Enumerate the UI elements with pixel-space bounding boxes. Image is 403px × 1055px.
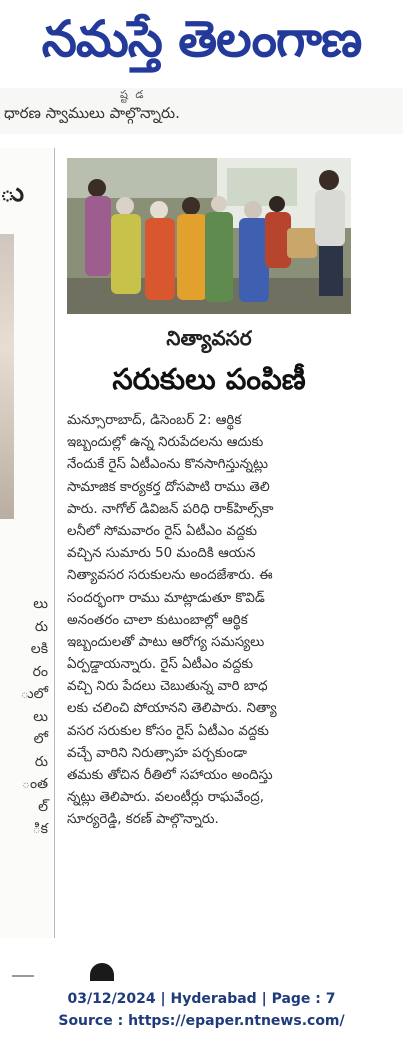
article-line: పారు. నాగోల్ డివిజన్ పరిధి రాక్‌హిల్స్‌కా [67,501,274,517]
article-line: అనంతరం చాలా కుటుంబాల్లో ఆర్థిక [67,612,248,628]
clipped-line: రు [34,618,48,635]
clipped-line: ల్ [38,798,48,815]
clipped-photo [0,234,14,519]
clipped-line: లకి [30,641,48,657]
clipped-text-lines [0,593,52,841]
article-line: ఏర్పడ్డాయన్నారు. రైస్ ఏటీఎం వద్దకు [67,657,254,673]
clipped-line: లో [33,731,48,747]
article-line: లకు చలించి పోయానని తెలిపారు. నిత్యా [67,701,277,717]
article-line: లనీలో సోమవారం రైస్ ఏటీఎం వద్దకు [67,523,257,539]
article-line: వచ్చే వారిని నిరుత్సాహ పర్చకుండా [67,745,247,761]
article-line: వసర సరుకుల కోసం రైస్ ఏటీఎం వద్దకు [67,723,269,739]
article-line: సూర్యరెడ్డి, కరణ్ పాల్గొన్నారు. [67,812,219,828]
article-line: న్నట్లు తెలిపారు. వలంటీర్లు రాఘవేంద్ర, [67,790,265,806]
clipped-rule [12,975,34,977]
article-line: నిత్యావసర సరుకులను అందజేశారు. ఈ [67,568,273,584]
clipped-line: ంత [21,776,48,792]
next-page-fragment [0,955,403,975]
news-photo [67,158,351,314]
article-line: మన్సూరాబాద్, డిసెంబర్ 2: ఆర్థిక [67,413,242,428]
article-headline: సరుకులు పంపిణీ [112,362,306,396]
page-edge [398,148,403,938]
clipped-line: ిక [32,821,48,837]
source-footer [0,988,403,1032]
article-line: ఇబ్బందుల్లో ఉన్న నిరుపేదలను ఆదుకు [67,435,264,451]
clipped-text-line: ధారణ స్వాములు పాల్గొన్నారు. [4,104,180,122]
clipped-line: లు [33,596,48,612]
article-line: ఇబ్బందులతో పాటు ఆరోగ్య సమస్యలు [67,634,265,650]
article-line: నేందుకే రైస్ ఏటీఎంను కొనసాగిస్తున్నట్లు [67,457,268,473]
article-line: సందర్భంగా రాము మాట్లాడుతూ కొవిడ్ [67,590,265,606]
clipped-glyph [90,963,114,981]
edition-info: 03/12/2024 | Hyderabad | Page : 7 [67,991,336,1007]
source-link[interactable]: Source : https://epaper.ntnews.com/ [58,1013,345,1029]
masthead [0,0,403,88]
article-line: వచ్చి నిరు పేదలు చెబుతున్న వారి బాధ [67,679,268,695]
clipped-line: రం [32,663,48,680]
column-divider [54,148,55,938]
article-kicker: నిత్యావసర [166,326,252,350]
clipped-heading: ు [0,178,25,208]
clipped-line: రు [34,753,48,770]
article-line: తమకు తోచిన రీతిలో సహాయం అందిస్తు [67,768,273,783]
previous-article-fragment [0,88,403,134]
article-line: వచ్చిన సుమారు 50 మందికి ఆయన [67,546,256,562]
adjacent-column-fragment [0,148,52,938]
article-line: సామాజిక కార్యకర్త దోసపాటి రాము తెలి [67,479,270,495]
clipped-line: ులో [20,686,48,702]
clipped-text-top: ష్ట డ [120,88,146,101]
article-body [67,410,351,832]
clipped-line: లు [33,708,48,725]
newspaper-title: నమస్తే తెలంగాణ [41,10,362,68]
